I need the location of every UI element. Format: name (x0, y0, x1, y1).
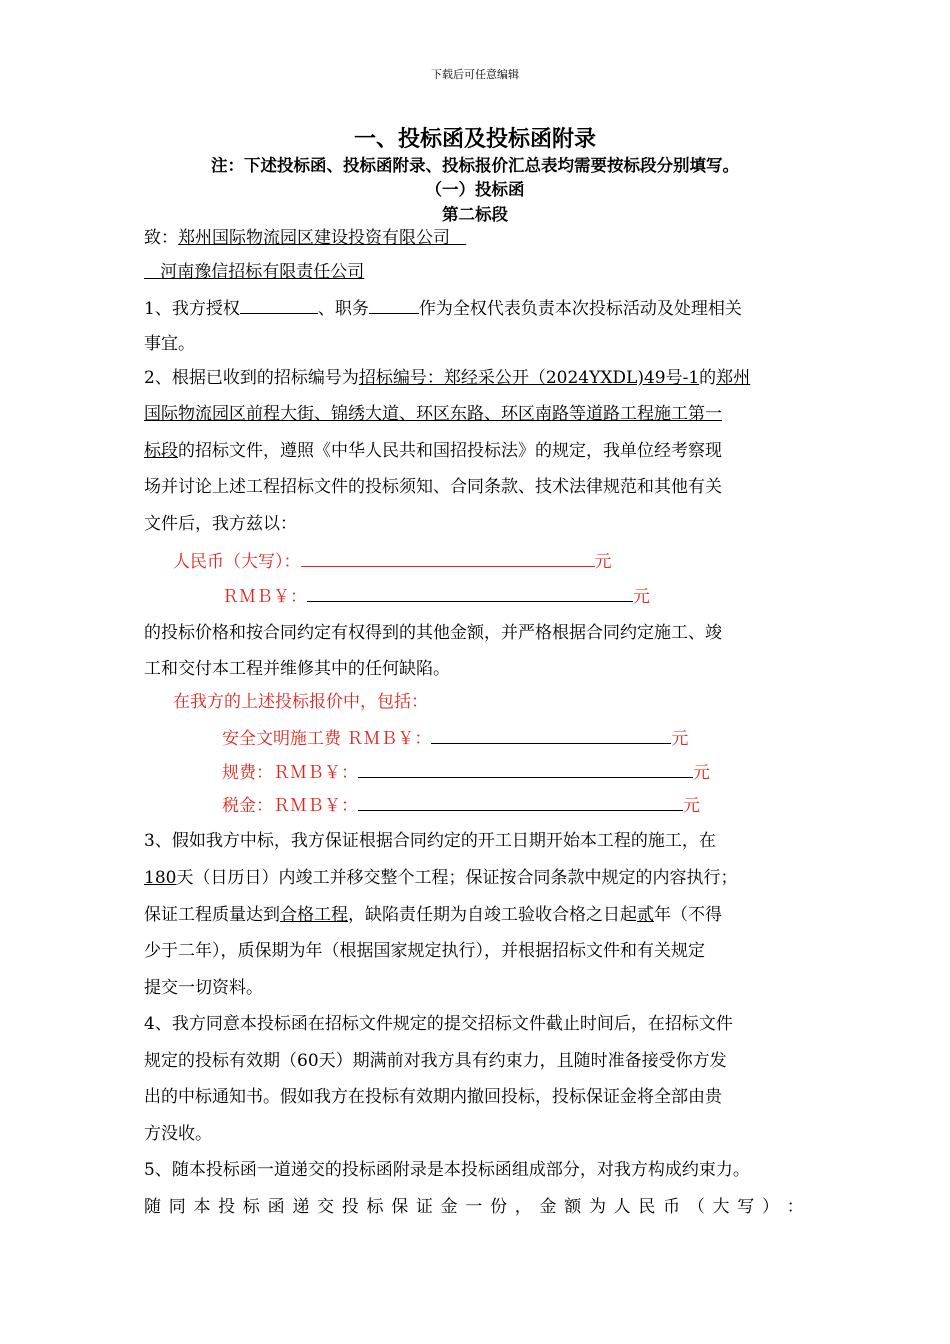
justified-char: 交 (317, 1197, 335, 1217)
safety-fee-blank[interactable] (431, 726, 671, 744)
paragraph-2b-line-1: 的投标价格和按合同约定有权得到的其他金额，并严格根据合同约定施工、竣 (144, 623, 722, 643)
justified-char: 同 (168, 1197, 186, 1217)
include-label: 在我方的上述投标报价中，包括： (173, 692, 428, 712)
paragraph-3-line-4: 少于二年），质保期为年（根据国家规定执行），并根据招标文件和有关规定 (144, 941, 705, 961)
unit-yuan: 元 (671, 729, 689, 749)
unit-yuan: 元 (693, 763, 710, 783)
justified-char: 金 (440, 1197, 458, 1217)
paragraph-5-line-1: 5、随本投标函一道递交的投标函附录是本投标函组成部分，对我方构成约束力。 (144, 1160, 750, 1180)
paragraph-2-line-3 (144, 439, 722, 463)
rmb-upper-blank[interactable] (301, 549, 595, 567)
p2-text-b: 的 (699, 368, 717, 388)
justified-char: 标 (366, 1197, 384, 1217)
justified-char: 标 (242, 1197, 260, 1217)
paragraph-3-line-5: 提交一切资料。 (144, 978, 263, 998)
safety-fee-line (222, 726, 688, 751)
project-name-part-3: 标段 (144, 441, 178, 461)
paragraph-2-line-1 (144, 366, 750, 390)
justified-char: 民 (638, 1197, 656, 1217)
paragraph-2b-line-2: 工和交付本工程并维修其中的任何缺陷。 (144, 659, 450, 679)
section-title: （一）投标函 (425, 180, 525, 199)
recipient-line-2 (144, 260, 364, 284)
paragraph-1-line-1 (144, 296, 742, 321)
justified-char: 大 (712, 1197, 730, 1217)
page-title: 一、投标函及投标函附录 (353, 126, 596, 152)
paragraph-3-line-1: 3、假如我方中标，我方保证根据合同约定的开工日期开始本工程的施工，在 (144, 831, 716, 851)
justified-char: 投 (218, 1197, 236, 1217)
safety-fee-label: 安全文明施工费 ＲＭＢ￥： (222, 729, 432, 749)
paragraph-3-line-2 (144, 866, 737, 890)
tax-label: 税金：ＲＭＢ￥： (222, 796, 358, 816)
fees-line (222, 760, 710, 785)
unit-yuan: 元 (594, 552, 612, 572)
paragraph-4-line-3: 出的中标通知书。假如我方在投标有效期内撤回投标，投标保证金将全部由贵 (144, 1087, 722, 1107)
justified-char: 为 (588, 1197, 606, 1217)
justified-char: 金 (539, 1197, 557, 1217)
fees-blank[interactable] (358, 760, 693, 778)
justified-char: ： (786, 1197, 804, 1217)
project-name-part-2: 国际物流园区前程大街、锦绣大道、环区东路、环区南路等道路工程施工第一 (144, 404, 722, 424)
paragraph-2-line-5: 文件后，我方兹以： (144, 514, 297, 534)
justified-char: （ (687, 1197, 705, 1217)
justified-char: 一 (465, 1197, 483, 1217)
justified-char: 份 (490, 1197, 508, 1217)
paragraph-4-line-2: 规定的投标有效期（60天）期满前对我方具有约束力，且随时准备接受你方发 (144, 1051, 727, 1071)
paragraph-4-line-1: 4、我方同意本投标函在招标文件规定的提交招标文件截止时间后，在招标文件 (144, 1014, 733, 1034)
p1-text-a: 1、我方授权 (144, 299, 240, 319)
p2-text-c: 的招标文件，遵照《中华人民共和国招投标法》的规定，我单位经考察现 (178, 441, 722, 461)
paragraph-2-line-4: 场并讨论上述工程招标文件的投标须知、合同条款、技术法律规范和其他有关 (144, 477, 722, 497)
justified-char: 币 (663, 1197, 681, 1217)
justified-char: 本 (193, 1197, 211, 1217)
defect-period-years: 贰 (637, 905, 654, 925)
construction-days: 180 (144, 868, 177, 888)
justified-char: 递 (292, 1197, 310, 1217)
tax-line (222, 793, 700, 818)
p3-text-e: 年（不得 (654, 905, 722, 925)
p2-text-a: 2、根据已收到的招标编号为 (144, 368, 359, 388)
justified-char: 函 (267, 1197, 285, 1217)
page-header: 下载后可任意编辑 (431, 68, 519, 81)
rmb-upper-label: 人民币（大写）： (173, 552, 301, 572)
project-name-part-1: 郑州 (716, 368, 751, 388)
price-upper-line (173, 549, 612, 574)
p1-text-b: 、职务 (317, 299, 369, 319)
recipient-2: 河南豫信招标有限责任公司 (160, 262, 365, 282)
paragraph-3-line-3 (144, 903, 722, 927)
rmb-symbol-label: ＲＭＢ￥： (222, 587, 307, 607)
price-symbol-line (222, 584, 650, 609)
to-prefix: 致： (144, 228, 178, 248)
recipient-line-1 (144, 226, 466, 250)
unit-yuan: 元 (683, 796, 700, 816)
note-text: 注：下述投标函、投标函附录、投标报价汇总表均需要按标段分别填写。 (211, 156, 739, 175)
p3-text-c: 保证工程质量达到 (144, 905, 280, 925)
rmb-amount-blank[interactable] (307, 584, 633, 602)
recipient-1: 郑州国际物流园区建设投资有限公司 (178, 228, 450, 248)
paragraph-1-line-2: 事宜。 (144, 334, 195, 354)
position-blank[interactable] (369, 296, 419, 314)
justified-char: 随 (144, 1197, 161, 1217)
justified-char: 保 (391, 1197, 409, 1217)
lot-title: 第二标段 (442, 205, 508, 224)
paragraph-4-line-4: 方没收。 (144, 1124, 212, 1144)
justified-char: ） (761, 1197, 779, 1217)
justified-char: 证 (415, 1197, 433, 1217)
justified-char: 投 (341, 1197, 359, 1217)
quality-standard: 合格工程 (280, 905, 348, 925)
bid-number: 招标编号：郑经采公开（2024YXDL)49号-1 (358, 368, 700, 388)
representative-name-blank[interactable] (240, 296, 318, 314)
paragraph-5-line-2 (144, 1195, 804, 1219)
fees-label: 规费：ＲＭＢ￥： (222, 763, 358, 783)
paragraph-2-line-2 (144, 402, 722, 426)
p3-text-b: 天（日历日）内竣工并移交整个工程；保证按合同条款中规定的内容执行； (176, 868, 738, 888)
tax-blank[interactable] (358, 793, 683, 811)
unit-yuan: 元 (633, 587, 650, 607)
p1-text-c: 作为全权代表负责本次投标活动及处理相关 (418, 299, 742, 319)
justified-char: ， (514, 1197, 532, 1217)
justified-char: 写 (737, 1197, 755, 1217)
justified-char: 额 (564, 1197, 582, 1217)
p3-text-d: ，缺陷责任期为自竣工验收合格之日起 (348, 905, 637, 925)
justified-char: 人 (613, 1197, 631, 1217)
